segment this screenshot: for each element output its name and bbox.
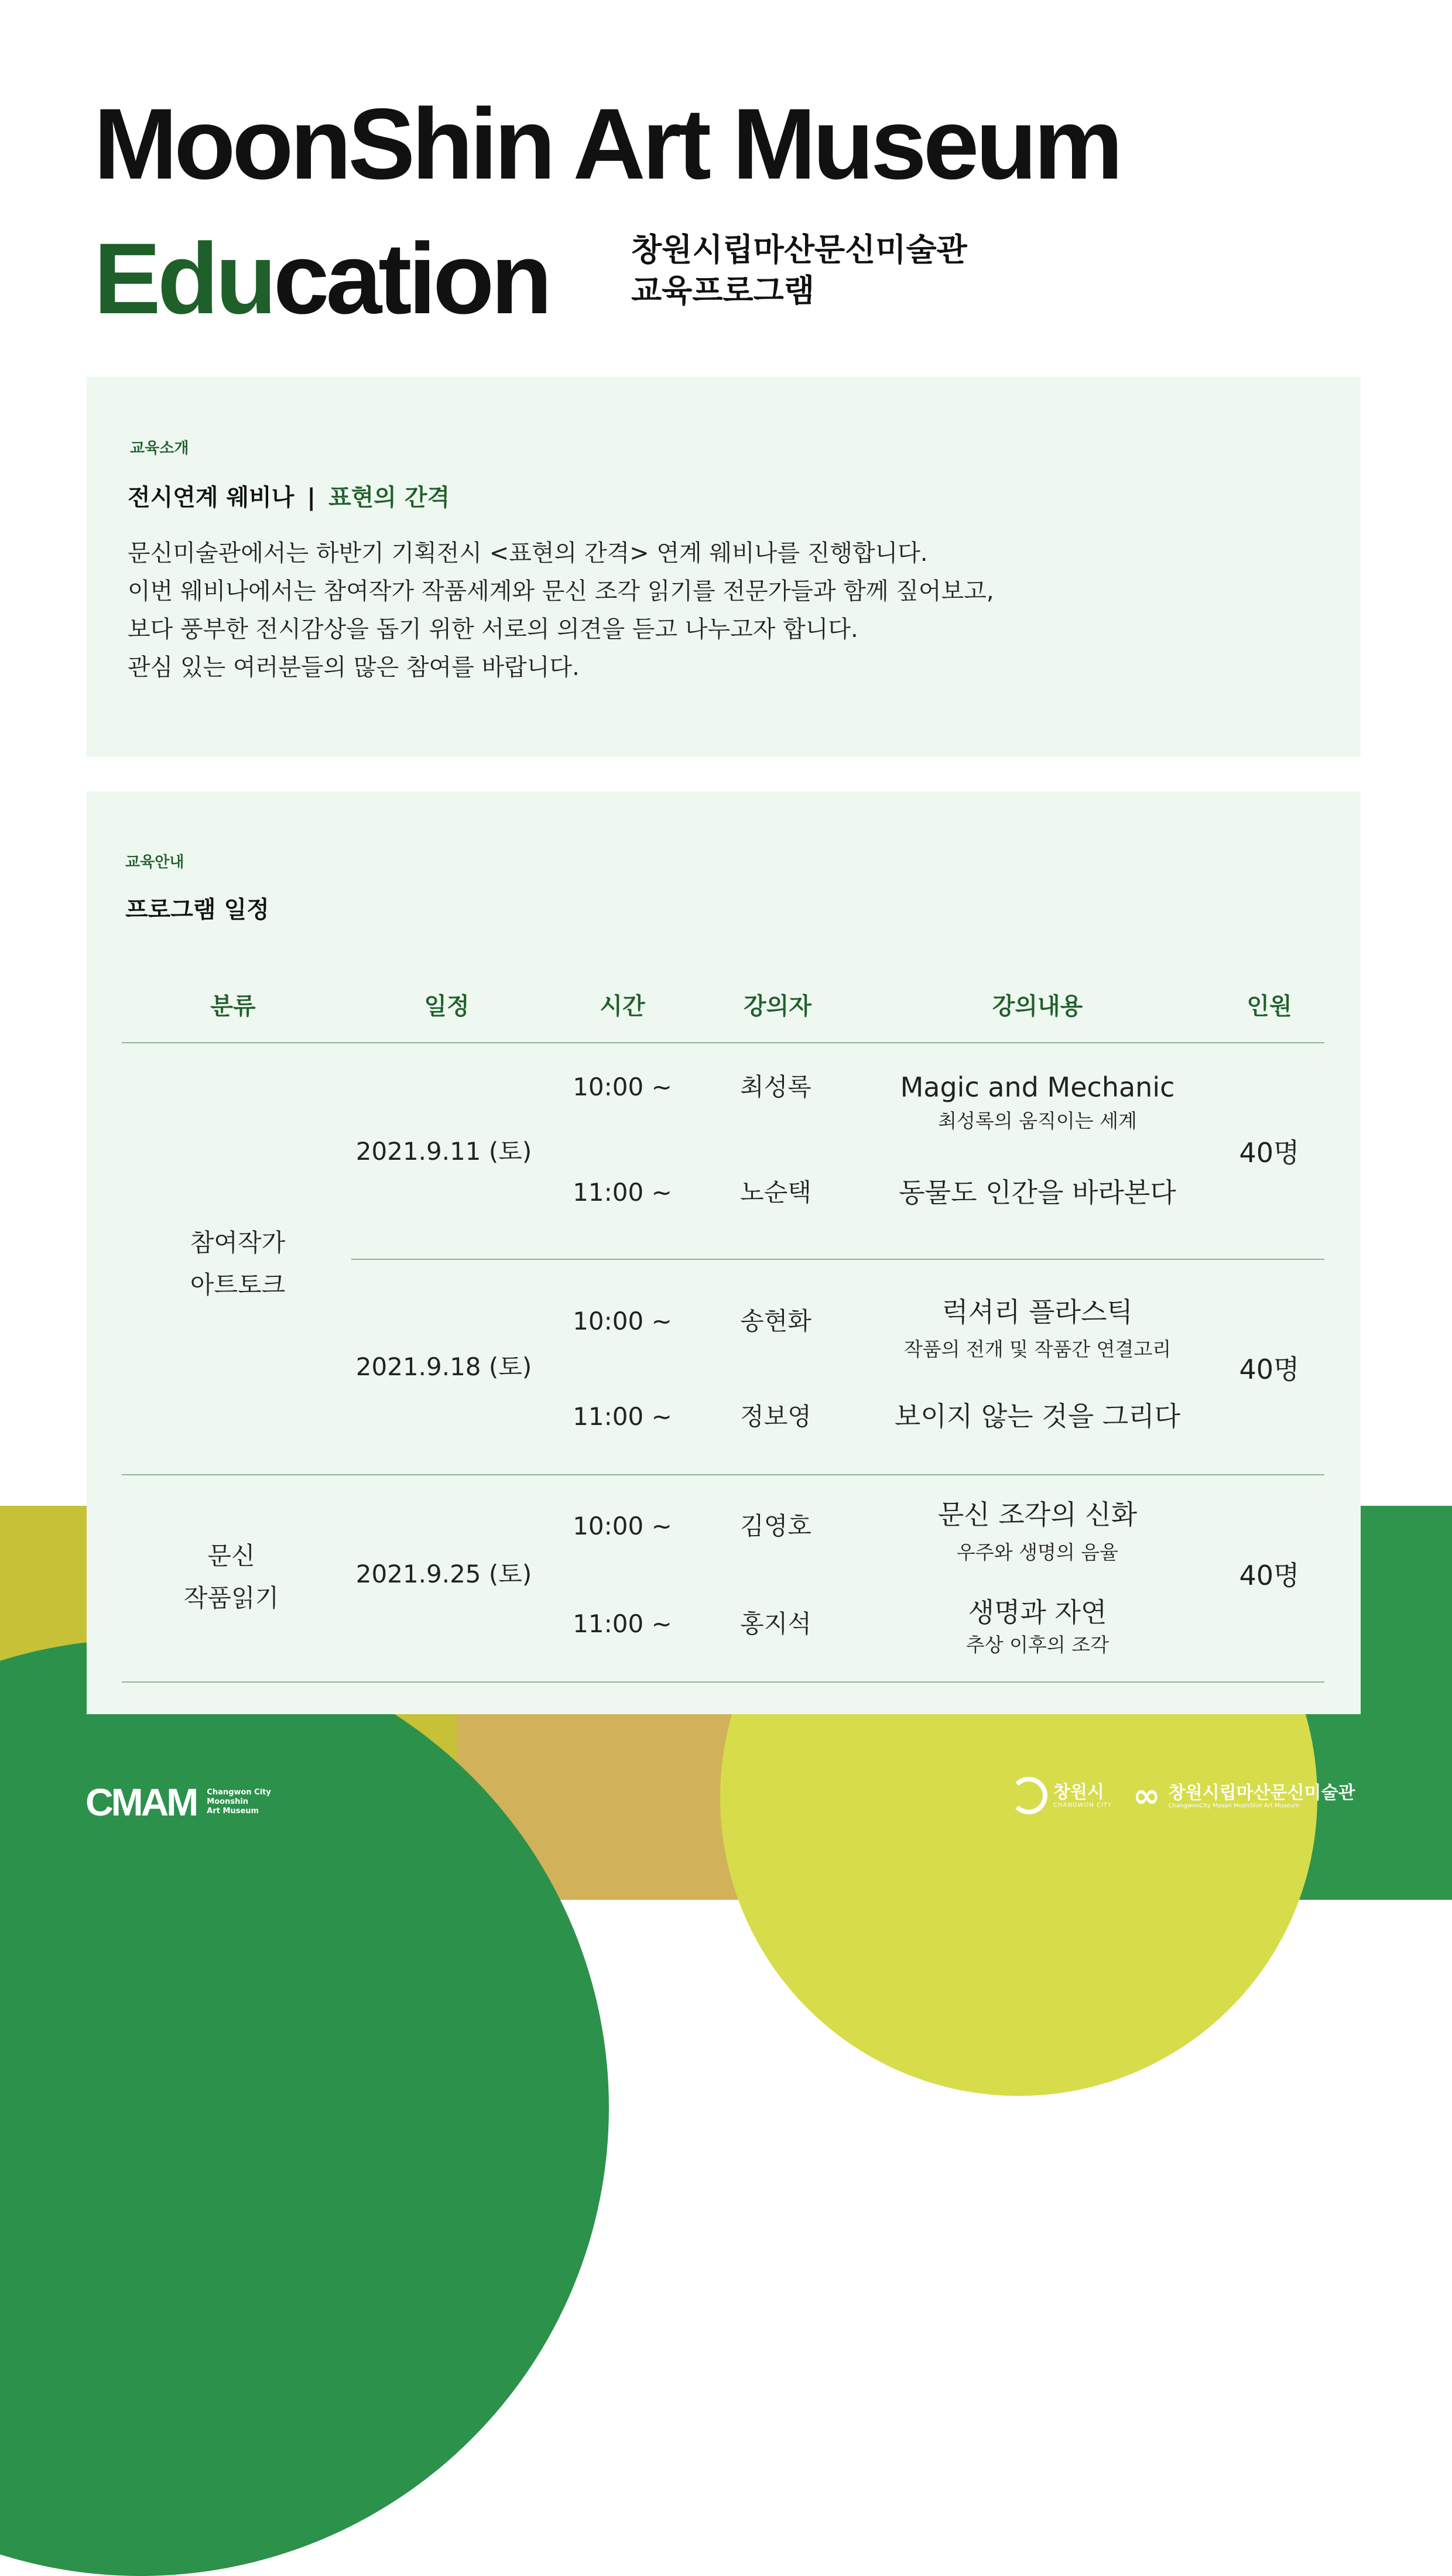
lecturer-cell: 노순택 [740,1178,811,1207]
intro-line: 관심 있는 여러분들의 많은 참여를 바랍니다. [128,654,580,681]
lecture-subtitle: 작품의 전개 및 작품간 연결고리 [903,1338,1172,1361]
lecture-title: 문신 조각의 신화 [937,1499,1138,1530]
museum-logo [1133,1777,1355,1815]
capacity-cell: 40명 [1239,1560,1300,1591]
intro-heading-separator: | [307,484,316,511]
subtitle-line-1: 창원시립마산문신미술관 [631,231,967,268]
category-cell [190,1222,285,1306]
category-cell [184,1535,279,1619]
lecture-subtitle: 추상 이후의 조각 [965,1633,1109,1656]
museum-emblem-icon: ∞ [1133,1777,1160,1815]
changwon-city-logo [1010,1777,1112,1814]
cmam-logo [85,1780,271,1824]
table-group-rule [122,1474,1324,1475]
category-line: 문신 [207,1542,255,1570]
intro-heading-accent: 표현의 간격 [328,484,450,511]
subtitle-line-2: 교육프로그램 [631,272,814,309]
museum-sub: ChangwonCity Masan MoonShin Art Museum [1168,1802,1300,1809]
education-title [94,222,549,335]
lecture-title: 생명과 자연 [968,1597,1107,1628]
changwon-name: 창원시 [1053,1782,1104,1803]
korean-subtitle [631,229,967,311]
table-day-rule [351,1259,1324,1260]
table-bottom-rule [122,1681,1324,1683]
lecturer-cell: 김영호 [740,1512,811,1540]
column-header-time: 시간 [600,993,645,1020]
time-cell: 11:00 ~ [573,1402,672,1431]
category-line: 참여작가 [190,1228,286,1257]
cmam-logo-line: Moonshin [207,1797,249,1806]
time-cell: 11:00 ~ [573,1609,672,1638]
lecture-title: 럭셔리 플라스틱 [942,1296,1133,1328]
time-cell: 10:00 ~ [573,1307,672,1335]
cmam-logo-text [207,1788,271,1816]
intro-heading-text: 전시연계 웨비나 [128,484,294,511]
date-cell: 2021.9.18 (토) [355,1352,532,1381]
lecture-title: 동물도 인간을 바라본다 [899,1177,1176,1208]
cmam-logo-line: Changwon City [207,1788,271,1797]
lecturer-cell: 최성록 [740,1073,811,1101]
table-header-rule [122,1042,1324,1043]
column-header-date: 일정 [424,993,470,1020]
date-cell: 2021.9.25 (토) [355,1560,532,1588]
intro-line: 보다 풍부한 전시감상을 돕기 위한 서로의 의견을 듣고 나누고자 합니다. [128,616,858,643]
schedule-kicker: 교육안내 [125,854,184,871]
column-header-capacity: 인원 [1246,993,1292,1020]
time-cell: 10:00 ~ [573,1512,672,1540]
intro-card [87,376,1361,757]
intro-kicker: 교육소개 [130,440,189,457]
cmam-logo-mark: CMAM [85,1780,197,1824]
changwon-emblem-icon [1010,1777,1047,1814]
intro-line: 문신미술관에서는 하반기 기획전시 <표현의 간격> 연계 웨비나를 진행합니다. [128,540,928,567]
schedule-card [87,792,1361,1714]
museum-logo-text [1169,1784,1355,1809]
date-cell: 2021.9.11 (토) [355,1137,532,1166]
lecturer-cell: 홍지석 [740,1609,811,1638]
capacity-cell: 40명 [1239,1354,1300,1385]
cmam-logo-line: Art Museum [207,1807,259,1815]
time-cell: 11:00 ~ [573,1178,672,1207]
lecture-title: 보이지 않는 것을 그리다 [894,1400,1181,1432]
education-title-accent: Edu [94,222,273,335]
time-cell: 10:00 ~ [573,1073,672,1101]
museum-name: 창원시립마산문신미술관 [1168,1782,1355,1803]
schedule-heading: 프로그램 일정 [125,896,269,923]
intro-line: 이번 웨비나에서는 참여작가 작품세계와 문신 조각 읽기를 전문가들과 함께 짚어보고, [128,578,994,605]
lecturer-cell: 정보영 [740,1402,811,1431]
lecturer-cell: 송현화 [740,1307,811,1335]
category-line: 작품읽기 [183,1584,279,1612]
column-header-category: 분류 [210,993,256,1020]
column-header-lecturer: 강의자 [744,993,811,1020]
lecture-subtitle: 최성록의 움직이는 세계 [938,1109,1137,1132]
lecture-title: Magic and Mechanic [900,1071,1175,1103]
capacity-cell: 40명 [1239,1137,1300,1169]
page-title: MoonShin Art Museum [94,88,1120,200]
category-line: 아트토크 [190,1270,286,1299]
changwon-sub: CHANGWON CITY [1053,1801,1112,1808]
education-title-rest: cation [273,222,549,335]
changwon-logo-text [1053,1783,1112,1808]
lecture-subtitle: 우주와 생명의 음율 [956,1541,1119,1564]
column-header-content: 강의내용 [992,993,1083,1020]
intro-body [128,535,994,687]
intro-heading [128,479,450,512]
